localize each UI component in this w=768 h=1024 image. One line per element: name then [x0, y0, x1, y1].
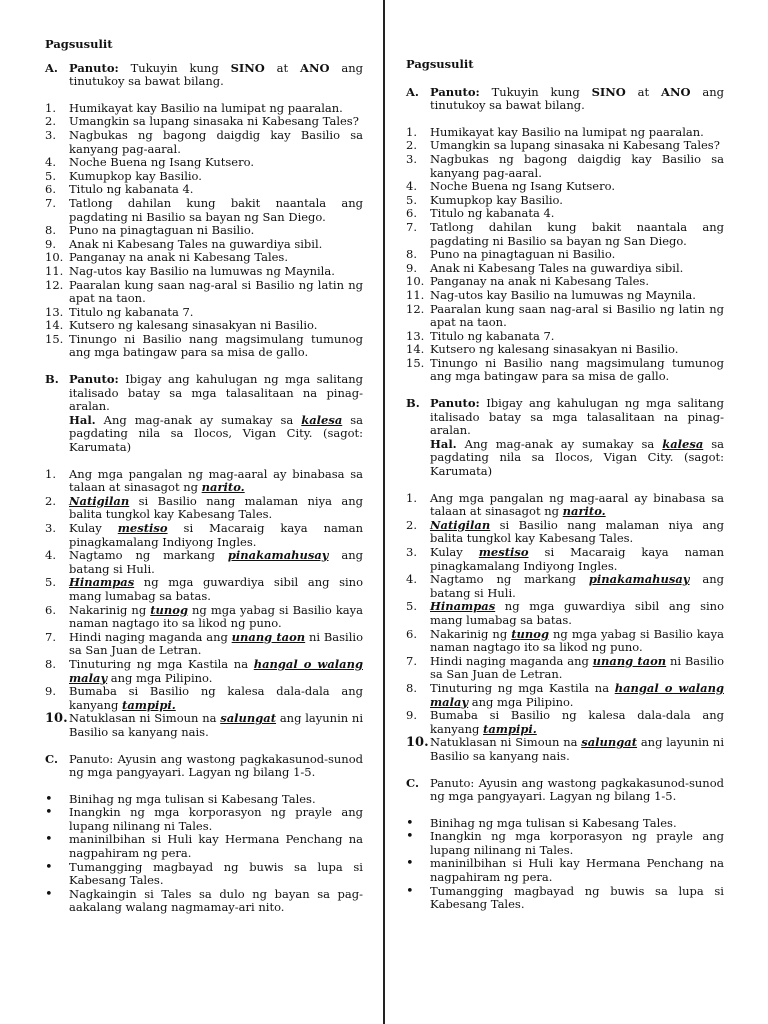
italic-keyword: tampipi. — [122, 697, 176, 712]
item-text — [69, 495, 363, 522]
list-item — [45, 197, 363, 224]
item-text: Titulo ng kabanata 4. — [69, 182, 194, 197]
list-item — [406, 573, 724, 600]
item-text: Tumangging magbayad ng buwis sa lupa si Kabesang Tales. — [430, 883, 724, 912]
item-text-part: ang batang si Huli. — [430, 572, 725, 600]
item-text — [430, 573, 724, 600]
item-text: maninilbihan si Huli kay Hermana Penchang na nagpahiram ng pera. — [69, 832, 363, 861]
example-text: sa pagdating nila sa Ilocos, Vigan City. (sagot: Karumata) — [430, 436, 724, 479]
list-item — [45, 115, 363, 129]
list-item — [45, 549, 363, 576]
item-text — [69, 712, 363, 739]
item-number: 1. — [406, 124, 417, 139]
item-text: Kumupkop kay Basilio. — [430, 192, 563, 207]
item-number: 6. — [406, 206, 417, 221]
item-text-part: ang layunin ni Basilio sa kanyang nais. — [430, 735, 725, 763]
item-number: 3. — [406, 545, 417, 559]
item-number: 15. — [406, 355, 425, 370]
bullet-icon: • — [406, 856, 414, 872]
item-text-part: Hindi naging maganda ang — [430, 653, 593, 668]
example-label: Hal. — [430, 436, 457, 451]
list-item — [406, 682, 724, 709]
item-text: Tumangging magbayad ng buwis sa lupa si Kabesang Tales. — [69, 859, 363, 888]
italic-keyword: narito. — [201, 480, 245, 495]
item-number: 1. — [45, 100, 56, 115]
item-number: 5. — [45, 575, 56, 590]
item-text — [69, 576, 363, 603]
list-item — [406, 126, 724, 140]
item-number: 3. — [406, 151, 417, 166]
right-column — [406, 58, 724, 912]
item-text: Tinungo ni Basilio nang magsimulang tumunog ang mga batingaw para sa misa de gallo. — [69, 331, 363, 360]
section-a-label: Panuto: — [430, 84, 480, 99]
column-divider — [383, 0, 385, 1024]
item-text — [69, 604, 363, 631]
item-text-part: Natuklasan ni Simoun na — [430, 735, 582, 750]
example-label: Hal. — [69, 412, 96, 427]
ano-keyword: ANO — [300, 60, 330, 75]
instr-text: Tukuyin kung — [118, 60, 231, 75]
italic-keyword: hangal o walang malay — [69, 656, 363, 685]
list-item — [406, 275, 724, 289]
item-text: Tinungo ni Basilio nang magsimulang tumunog ang mga batingaw para sa misa de gallo. — [430, 355, 724, 384]
list-item — [45, 495, 363, 522]
section-a-letter: A. — [406, 84, 419, 99]
list-item — [45, 576, 363, 603]
list-item — [406, 248, 724, 262]
list-item — [45, 170, 363, 184]
item-text: Kutsero ng kalesang sinasakyan ni Basilio. — [69, 318, 318, 333]
item-text: Tatlong dahilan kung bakit naantala ang pagdating ni Basilio sa bayan ng San Diego. — [69, 195, 363, 224]
item-text-part: ang mga Pilipino. — [468, 694, 574, 709]
item-number: 10. — [45, 250, 64, 265]
list-item — [406, 655, 724, 682]
item-number: 2. — [406, 517, 417, 532]
item-number: 11. — [45, 263, 64, 278]
list-item — [406, 817, 724, 831]
list-item — [406, 343, 724, 357]
list-item — [406, 262, 724, 276]
item-text: Umangkin sa lupang sinasaka ni Kabesang Tales? — [69, 114, 359, 129]
item-text: Nagbukas ng bagong daigdig kay Basilio sa kanyang pag-aaral. — [69, 127, 363, 156]
item-text: Anak ni Kabesang Tales na guwardiya sibil. — [69, 236, 323, 251]
left-column — [45, 38, 363, 915]
list-item — [406, 546, 724, 573]
item-text — [69, 522, 363, 549]
list-item — [45, 685, 363, 712]
sino-keyword: SINO — [230, 60, 265, 75]
section-b-label: Panuto: — [69, 372, 119, 387]
item-number: 7. — [45, 629, 56, 644]
item-text — [430, 736, 724, 763]
italic-keyword: Hinampas — [69, 575, 135, 590]
list-item — [45, 604, 363, 631]
item-text: Noche Buena ng Isang Kutsero. — [430, 179, 615, 194]
item-number: 2. — [406, 138, 417, 153]
item-number: 13. — [406, 328, 425, 343]
item-text-part: ng mga guwardiya sibil ang sino mang lumabag sa batas. — [69, 575, 363, 603]
item-text-part: si Basilio nang malaman niya ang balita tungkol kay Kabesang Tales. — [69, 493, 363, 522]
item-text-part: Tinuturing ng mga Kastila na — [430, 680, 615, 695]
list-item — [406, 830, 724, 857]
item-text-part: Hindi naging maganda ang — [69, 629, 232, 644]
section-c-text: Panuto: Ayusin ang wastong pagkakasunod-sunod ng mga pangyayari. Lagyan ng bilang 1-5. — [430, 775, 724, 804]
list-item — [45, 522, 363, 549]
item-text: Humikayat kay Basilio na lumipat ng paaralan. — [69, 100, 343, 115]
list-item — [45, 888, 363, 915]
list-item — [45, 712, 363, 739]
item-text-part: Kulay — [430, 545, 479, 559]
item-number: 2. — [45, 114, 56, 129]
italic-keyword: Hinampas — [430, 599, 496, 614]
item-number: 2. — [45, 493, 56, 508]
italic-keyword: Natigilan — [430, 517, 491, 532]
list-item — [45, 279, 363, 306]
item-text — [430, 492, 724, 519]
item-number: 4. — [406, 572, 417, 587]
list-item — [45, 129, 363, 156]
list-item — [406, 180, 724, 194]
item-number: 10. — [45, 711, 68, 727]
bullet-icon: • — [45, 805, 53, 821]
bullet-icon: • — [406, 829, 414, 845]
item-number: 9. — [406, 708, 417, 723]
list-item — [45, 333, 363, 360]
item-text: Nagkaingin si Tales sa dulo ng bayan sa pag-aakalang walang nagmamay-ari nito. — [69, 886, 363, 915]
item-text-part: Ang mga pangalan ng mag-aaral ay binabasa sa talaan at sinasagot ng — [430, 490, 724, 519]
item-number: 12. — [406, 301, 425, 316]
list-item — [45, 224, 363, 238]
list-item — [45, 806, 363, 833]
item-text-part: ni Basilio sa San Juan de Letran. — [69, 629, 363, 658]
section-b-instruction — [406, 397, 724, 479]
item-number: 11. — [406, 287, 425, 302]
item-number: 6. — [406, 626, 417, 641]
italic-keyword: salungat — [220, 711, 277, 726]
italic-keyword: unang taon — [592, 653, 667, 668]
list-item — [406, 492, 724, 519]
section-c-text: Panuto: Ayusin ang wastong pagkakasunod-sunod ng mga pangyayari. Lagyan ng bilang 1-5. — [69, 751, 363, 780]
item-text: Titulo ng kabanata 7. — [430, 328, 555, 343]
page-heading: Pagsusulit — [45, 37, 113, 51]
item-text-part: Nakarinig ng — [69, 602, 151, 617]
list-item — [45, 319, 363, 333]
item-text-part: Nagtamo ng markang — [69, 548, 228, 563]
item-number: 7. — [45, 195, 56, 210]
section-c-list — [406, 817, 724, 912]
item-number: 4. — [406, 179, 417, 194]
bullet-icon: • — [45, 832, 53, 848]
section-c-letter: C. — [406, 775, 419, 790]
item-number: 4. — [45, 548, 56, 563]
bullet-icon: • — [406, 883, 414, 899]
list-item — [406, 628, 724, 655]
item-number: 13. — [45, 304, 64, 319]
item-text — [69, 631, 363, 658]
list-item — [406, 519, 724, 546]
section-b-label: Panuto: — [430, 396, 480, 411]
item-text: Paaralan kung saan nag-aral si Basilio ng latin ng apat na taon. — [69, 277, 363, 306]
item-text: Panganay na anak ni Kabesang Tales. — [430, 274, 649, 289]
item-number: 8. — [406, 680, 417, 695]
italic-keyword: salungat — [581, 735, 638, 750]
italic-keyword: tampipi. — [483, 721, 537, 736]
item-text-part: Natuklasan ni Simoun na — [69, 711, 221, 726]
bullet-icon: • — [45, 886, 53, 902]
item-text: Anak ni Kabesang Tales na guwardiya sibil. — [430, 260, 684, 275]
item-number: 3. — [45, 127, 56, 142]
list-item — [45, 658, 363, 685]
list-item — [45, 251, 363, 265]
item-text-part: ang mga Pilipino. — [107, 670, 213, 685]
item-number: 1. — [406, 490, 417, 505]
item-text: Binihag ng mga tulisan si Kabesang Tales. — [430, 815, 677, 830]
list-item — [406, 857, 724, 884]
list-item — [406, 736, 724, 763]
item-text — [69, 468, 363, 495]
item-text — [69, 549, 363, 576]
list-item — [406, 139, 724, 153]
section-b-list — [45, 468, 363, 740]
item-number: 5. — [45, 168, 56, 183]
item-text — [430, 600, 724, 627]
list-item — [406, 153, 724, 180]
item-text: Nagbukas ng bagong daigdig kay Basilio sa kanyang pag-aaral. — [430, 151, 724, 180]
item-number: 5. — [406, 599, 417, 614]
item-text-part: Nagtamo ng markang — [430, 572, 589, 587]
item-text: Puno na pinagtaguan ni Basilio. — [430, 247, 616, 262]
section-a-instruction — [406, 86, 724, 113]
item-number: 9. — [45, 684, 56, 699]
section-a-instruction — [45, 62, 363, 89]
item-text-part: ang layunin ni Basilio sa kanyang nais. — [69, 711, 364, 739]
item-text: Kutsero ng kalesang sinasakyan ni Basilio. — [430, 342, 679, 357]
item-text: Kumupkop kay Basilio. — [69, 168, 202, 183]
instr-text: Tukuyin kung — [479, 84, 592, 99]
item-number: 5. — [406, 192, 417, 207]
item-number: 9. — [45, 236, 56, 251]
list-item — [45, 793, 363, 807]
section-c-list — [45, 793, 363, 915]
italic-keyword: mestiso — [478, 545, 529, 559]
item-text-part: Tinuturing ng mga Kastila na — [69, 656, 254, 671]
item-text — [430, 546, 724, 573]
item-number: 7. — [406, 653, 417, 668]
list-item — [45, 631, 363, 658]
list-item — [45, 306, 363, 320]
item-text: Inangkin ng mga korporasyon ng prayle ang lupang nilinang ni Tales. — [430, 829, 724, 857]
item-text: Puno na pinagtaguan ni Basilio. — [69, 223, 255, 238]
item-text — [430, 628, 724, 655]
item-text: Inangkin ng mga korporasyon ng prayle ang lupang nilinang ni Tales. — [69, 805, 363, 833]
item-text-part: ng mga yabag si Basilio kaya naman nagtago ito sa likod ng puno. — [430, 626, 724, 655]
item-number: 4. — [45, 155, 56, 170]
example-keyword: kalesa — [662, 436, 704, 451]
list-item — [406, 885, 724, 912]
item-number: 9. — [406, 260, 417, 275]
item-text: Paaralan kung saan nag-aral si Basilio ng latin ng apat na taon. — [430, 301, 724, 330]
list-item — [45, 183, 363, 197]
item-text: Tatlong dahilan kung bakit naantala ang pagdating ni Basilio sa bayan ng San Diego. — [430, 219, 724, 248]
example-text: sa pagdating nila sa Ilocos, Vigan City. (sagot: Karumata) — [69, 412, 363, 455]
list-item — [406, 221, 724, 248]
section-b-letter: B. — [406, 396, 420, 411]
section-a-label: Panuto: — [69, 60, 119, 75]
instr-text: at — [625, 84, 662, 99]
item-number: 15. — [45, 331, 64, 346]
item-number: 10. — [406, 735, 429, 751]
italic-keyword: hangal o walang malay — [430, 680, 724, 709]
italic-keyword: Natigilan — [69, 493, 130, 508]
list-item — [45, 468, 363, 495]
section-a-list — [45, 102, 363, 360]
item-text-part: Bumaba si Basilio ng kalesa dala-dala ang kanyang — [430, 708, 724, 736]
item-number: 1. — [45, 466, 56, 481]
item-text: Umangkin sa lupang sinasaka ni Kabesang Tales? — [430, 138, 720, 153]
item-number: 6. — [45, 182, 56, 197]
item-text-part: si Macaraig kaya naman pinagkamalang Indiyong Ingles. — [69, 521, 363, 549]
item-text-part: ng mga guwardiya sibil ang sino mang lumabag sa batas. — [430, 599, 724, 627]
list-item — [406, 600, 724, 627]
list-item — [406, 194, 724, 208]
item-number: 14. — [406, 342, 425, 357]
item-number: 7. — [406, 219, 417, 234]
ano-keyword: ANO — [661, 84, 691, 99]
item-text-part: Nakarinig ng — [430, 626, 512, 641]
item-text — [430, 709, 724, 736]
item-text: Nag-utos kay Basilio na lumuwas ng Maynila. — [69, 263, 335, 278]
item-text-part: ni Basilio sa San Juan de Letran. — [430, 653, 724, 682]
item-text — [69, 658, 363, 685]
example-keyword: kalesa — [301, 412, 343, 427]
list-item — [406, 330, 724, 344]
bullet-icon: • — [406, 815, 414, 831]
page-heading: Pagsusulit — [406, 57, 474, 71]
list-item — [406, 303, 724, 330]
item-text-part: ng mga yabag si Basilio kaya naman nagtago ito sa likod ng puno. — [69, 602, 363, 631]
item-number: 6. — [45, 602, 56, 617]
item-text: Panganay na anak ni Kabesang Tales. — [69, 250, 288, 265]
italic-keyword: narito. — [562, 504, 606, 519]
section-a-list — [406, 126, 724, 384]
item-text — [430, 682, 724, 709]
item-text: Humikayat kay Basilio na lumipat ng paaralan. — [430, 124, 704, 139]
item-text: Nag-utos kay Basilio na lumuwas ng Maynila. — [430, 287, 696, 302]
italic-keyword: mestiso — [117, 521, 168, 535]
item-number: 8. — [45, 656, 56, 671]
list-item — [45, 156, 363, 170]
instr-text: ang tinutukoy sa bawat bilang. — [430, 84, 725, 113]
item-number: 8. — [406, 247, 417, 262]
list-item — [45, 265, 363, 279]
item-text-part: si Macaraig kaya naman pinagkamalang Indiyong Ingles. — [430, 545, 724, 573]
list-item — [45, 238, 363, 252]
instr-text: Ibigay ang kahulugan ng mga salitang italisado batay sa mga talasalitaan na pinag-aralan. — [69, 372, 363, 414]
item-text-part: ang batang si Huli. — [69, 548, 364, 576]
example-text: Ang mag-anak ay sumakay sa — [456, 436, 663, 451]
bullet-icon: • — [45, 791, 53, 807]
list-item — [406, 207, 724, 221]
list-item — [406, 289, 724, 303]
item-text: Noche Buena ng Isang Kutsero. — [69, 155, 254, 170]
italic-keyword: unang taon — [231, 629, 306, 644]
item-text: Binihag ng mga tulisan si Kabesang Tales. — [69, 791, 316, 806]
section-c-instruction — [45, 753, 363, 780]
italic-keyword: tunog — [511, 626, 549, 641]
item-number: 12. — [45, 277, 64, 292]
item-number: 10. — [406, 274, 425, 289]
italic-keyword: pinakamahusay — [227, 548, 329, 563]
instr-text: at — [264, 60, 301, 75]
item-text — [430, 655, 724, 682]
italic-keyword: pinakamahusay — [588, 572, 690, 587]
section-b-letter: B. — [45, 372, 59, 387]
sino-keyword: SINO — [591, 84, 626, 99]
section-a-letter: A. — [45, 60, 58, 75]
item-text — [69, 685, 363, 712]
section-b-list — [406, 492, 724, 764]
item-text — [430, 519, 724, 546]
list-item — [45, 861, 363, 888]
item-text-part: Kulay — [69, 521, 118, 535]
italic-keyword: tunog — [150, 602, 188, 617]
bullet-icon: • — [45, 859, 53, 875]
list-item — [45, 102, 363, 116]
list-item — [45, 833, 363, 860]
list-item — [406, 357, 724, 384]
item-text-part: si Basilio nang malaman niya ang balita tungkol kay Kabesang Tales. — [430, 517, 724, 546]
list-item — [406, 709, 724, 736]
section-b-instruction — [45, 373, 363, 455]
item-text: Titulo ng kabanata 4. — [430, 206, 555, 221]
item-text: maninilbihan si Huli kay Hermana Penchang na nagpahiram ng pera. — [430, 856, 724, 885]
item-number: 3. — [45, 521, 56, 535]
instr-text: ang tinutukoy sa bawat bilang. — [69, 60, 364, 89]
item-text-part: Bumaba si Basilio ng kalesa dala-dala ang kanyang — [69, 684, 363, 712]
instr-text: Ibigay ang kahulugan ng mga salitang italisado batay sa mga talasalitaan na pinag-aralan. — [430, 396, 724, 438]
item-text: Titulo ng kabanata 7. — [69, 304, 194, 319]
section-c-instruction — [406, 777, 724, 804]
item-text-part: Ang mga pangalan ng mag-aaral ay binabasa sa talaan at sinasagot ng — [69, 466, 363, 495]
item-number: 8. — [45, 223, 56, 238]
section-c-letter: C. — [45, 751, 58, 766]
item-number: 14. — [45, 318, 64, 333]
example-text: Ang mag-anak ay sumakay sa — [95, 412, 302, 427]
